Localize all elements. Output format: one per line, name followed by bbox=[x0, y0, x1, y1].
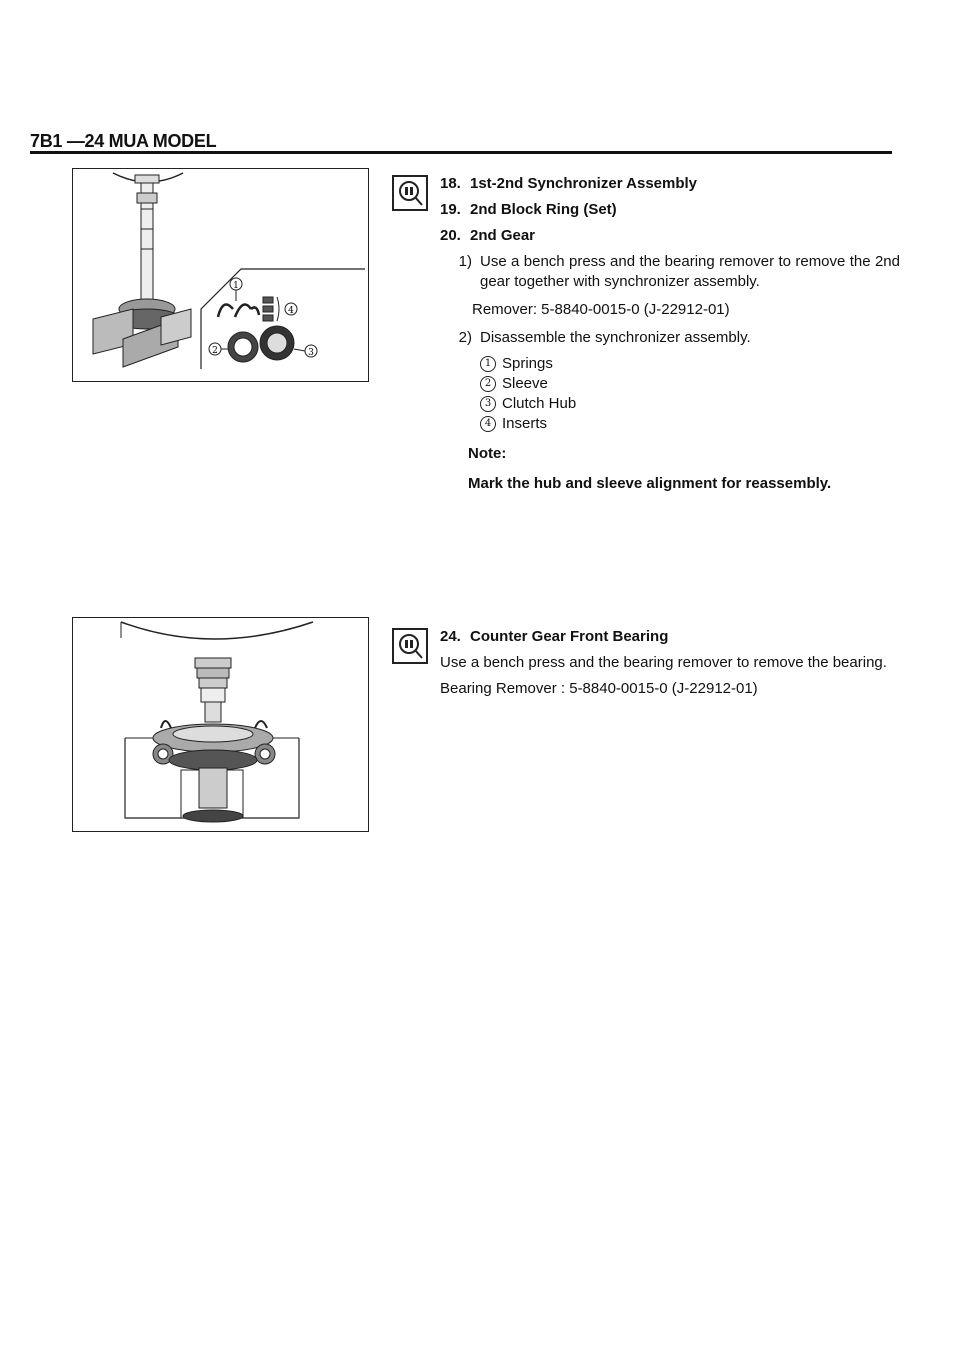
part-number: 1 bbox=[480, 356, 496, 372]
part-label: Sleeve bbox=[502, 375, 548, 392]
step-number: 1) bbox=[458, 253, 472, 270]
part-label: Inserts bbox=[502, 415, 548, 432]
section-counter-gear-bearing bbox=[440, 627, 900, 699]
press-illustration bbox=[73, 618, 367, 830]
list-item bbox=[440, 174, 900, 194]
part-item bbox=[480, 374, 900, 394]
list-item bbox=[440, 226, 900, 246]
page-header bbox=[30, 118, 892, 152]
item-number: 19. bbox=[440, 201, 461, 218]
item-label: 2nd Block Ring (Set) bbox=[470, 201, 617, 218]
disassembly-icon bbox=[392, 175, 428, 211]
item-number: 18. bbox=[440, 175, 461, 192]
header-rule bbox=[30, 151, 892, 154]
step-number: 2) bbox=[458, 329, 472, 346]
callout-4: 4 bbox=[288, 306, 294, 316]
step-1 bbox=[440, 252, 900, 292]
page-title: 7B1 —24 MUA MODEL bbox=[30, 131, 217, 151]
list-item bbox=[440, 200, 900, 220]
note-text: Mark the hub and sleeve alignment for reassembly. bbox=[468, 475, 832, 492]
part-number: 2 bbox=[480, 376, 496, 392]
part-item bbox=[480, 394, 900, 414]
bearing-removal-illustration bbox=[72, 617, 369, 832]
remover-tool: Remover: 5-8840-0015-0 (J-22912-01) bbox=[472, 301, 730, 318]
press-illustration bbox=[73, 169, 367, 380]
step-2 bbox=[440, 328, 900, 348]
part-item bbox=[480, 414, 900, 434]
note-label: Note: bbox=[468, 445, 507, 462]
section-synchronizer bbox=[440, 174, 900, 494]
item-number: 24. bbox=[440, 628, 461, 645]
list-item bbox=[440, 627, 900, 647]
item-label: 1st-2nd Synchronizer Assembly bbox=[470, 175, 698, 192]
step-text: Use a bench press and the bearing remover to remove the 2nd gear together with synchronizer assembly. bbox=[480, 253, 900, 290]
parts-list bbox=[480, 354, 900, 434]
remover-tool: Bearing Remover : 5-8840-0015-0 (J-22912-01) bbox=[440, 680, 758, 697]
part-label: Clutch Hub bbox=[502, 395, 577, 412]
part-item bbox=[480, 354, 900, 374]
callout-3: 3 bbox=[308, 348, 314, 358]
item-number: 20. bbox=[440, 227, 461, 244]
step-text: Disassemble the synchronizer assembly. bbox=[480, 329, 751, 346]
disassembly-icon bbox=[392, 628, 428, 664]
synchronizer-removal-illustration bbox=[72, 168, 369, 382]
part-label: Springs bbox=[502, 355, 553, 372]
callout-2: 2 bbox=[212, 346, 218, 356]
item-label: Counter Gear Front Bearing bbox=[470, 628, 669, 645]
part-number: 3 bbox=[480, 396, 496, 412]
item-label: 2nd Gear bbox=[470, 227, 536, 244]
instruction-text: Use a bench press and the bearing remover to remove the bearing. bbox=[440, 654, 887, 671]
callout-1: 1 bbox=[233, 281, 239, 291]
part-number: 4 bbox=[480, 416, 496, 432]
